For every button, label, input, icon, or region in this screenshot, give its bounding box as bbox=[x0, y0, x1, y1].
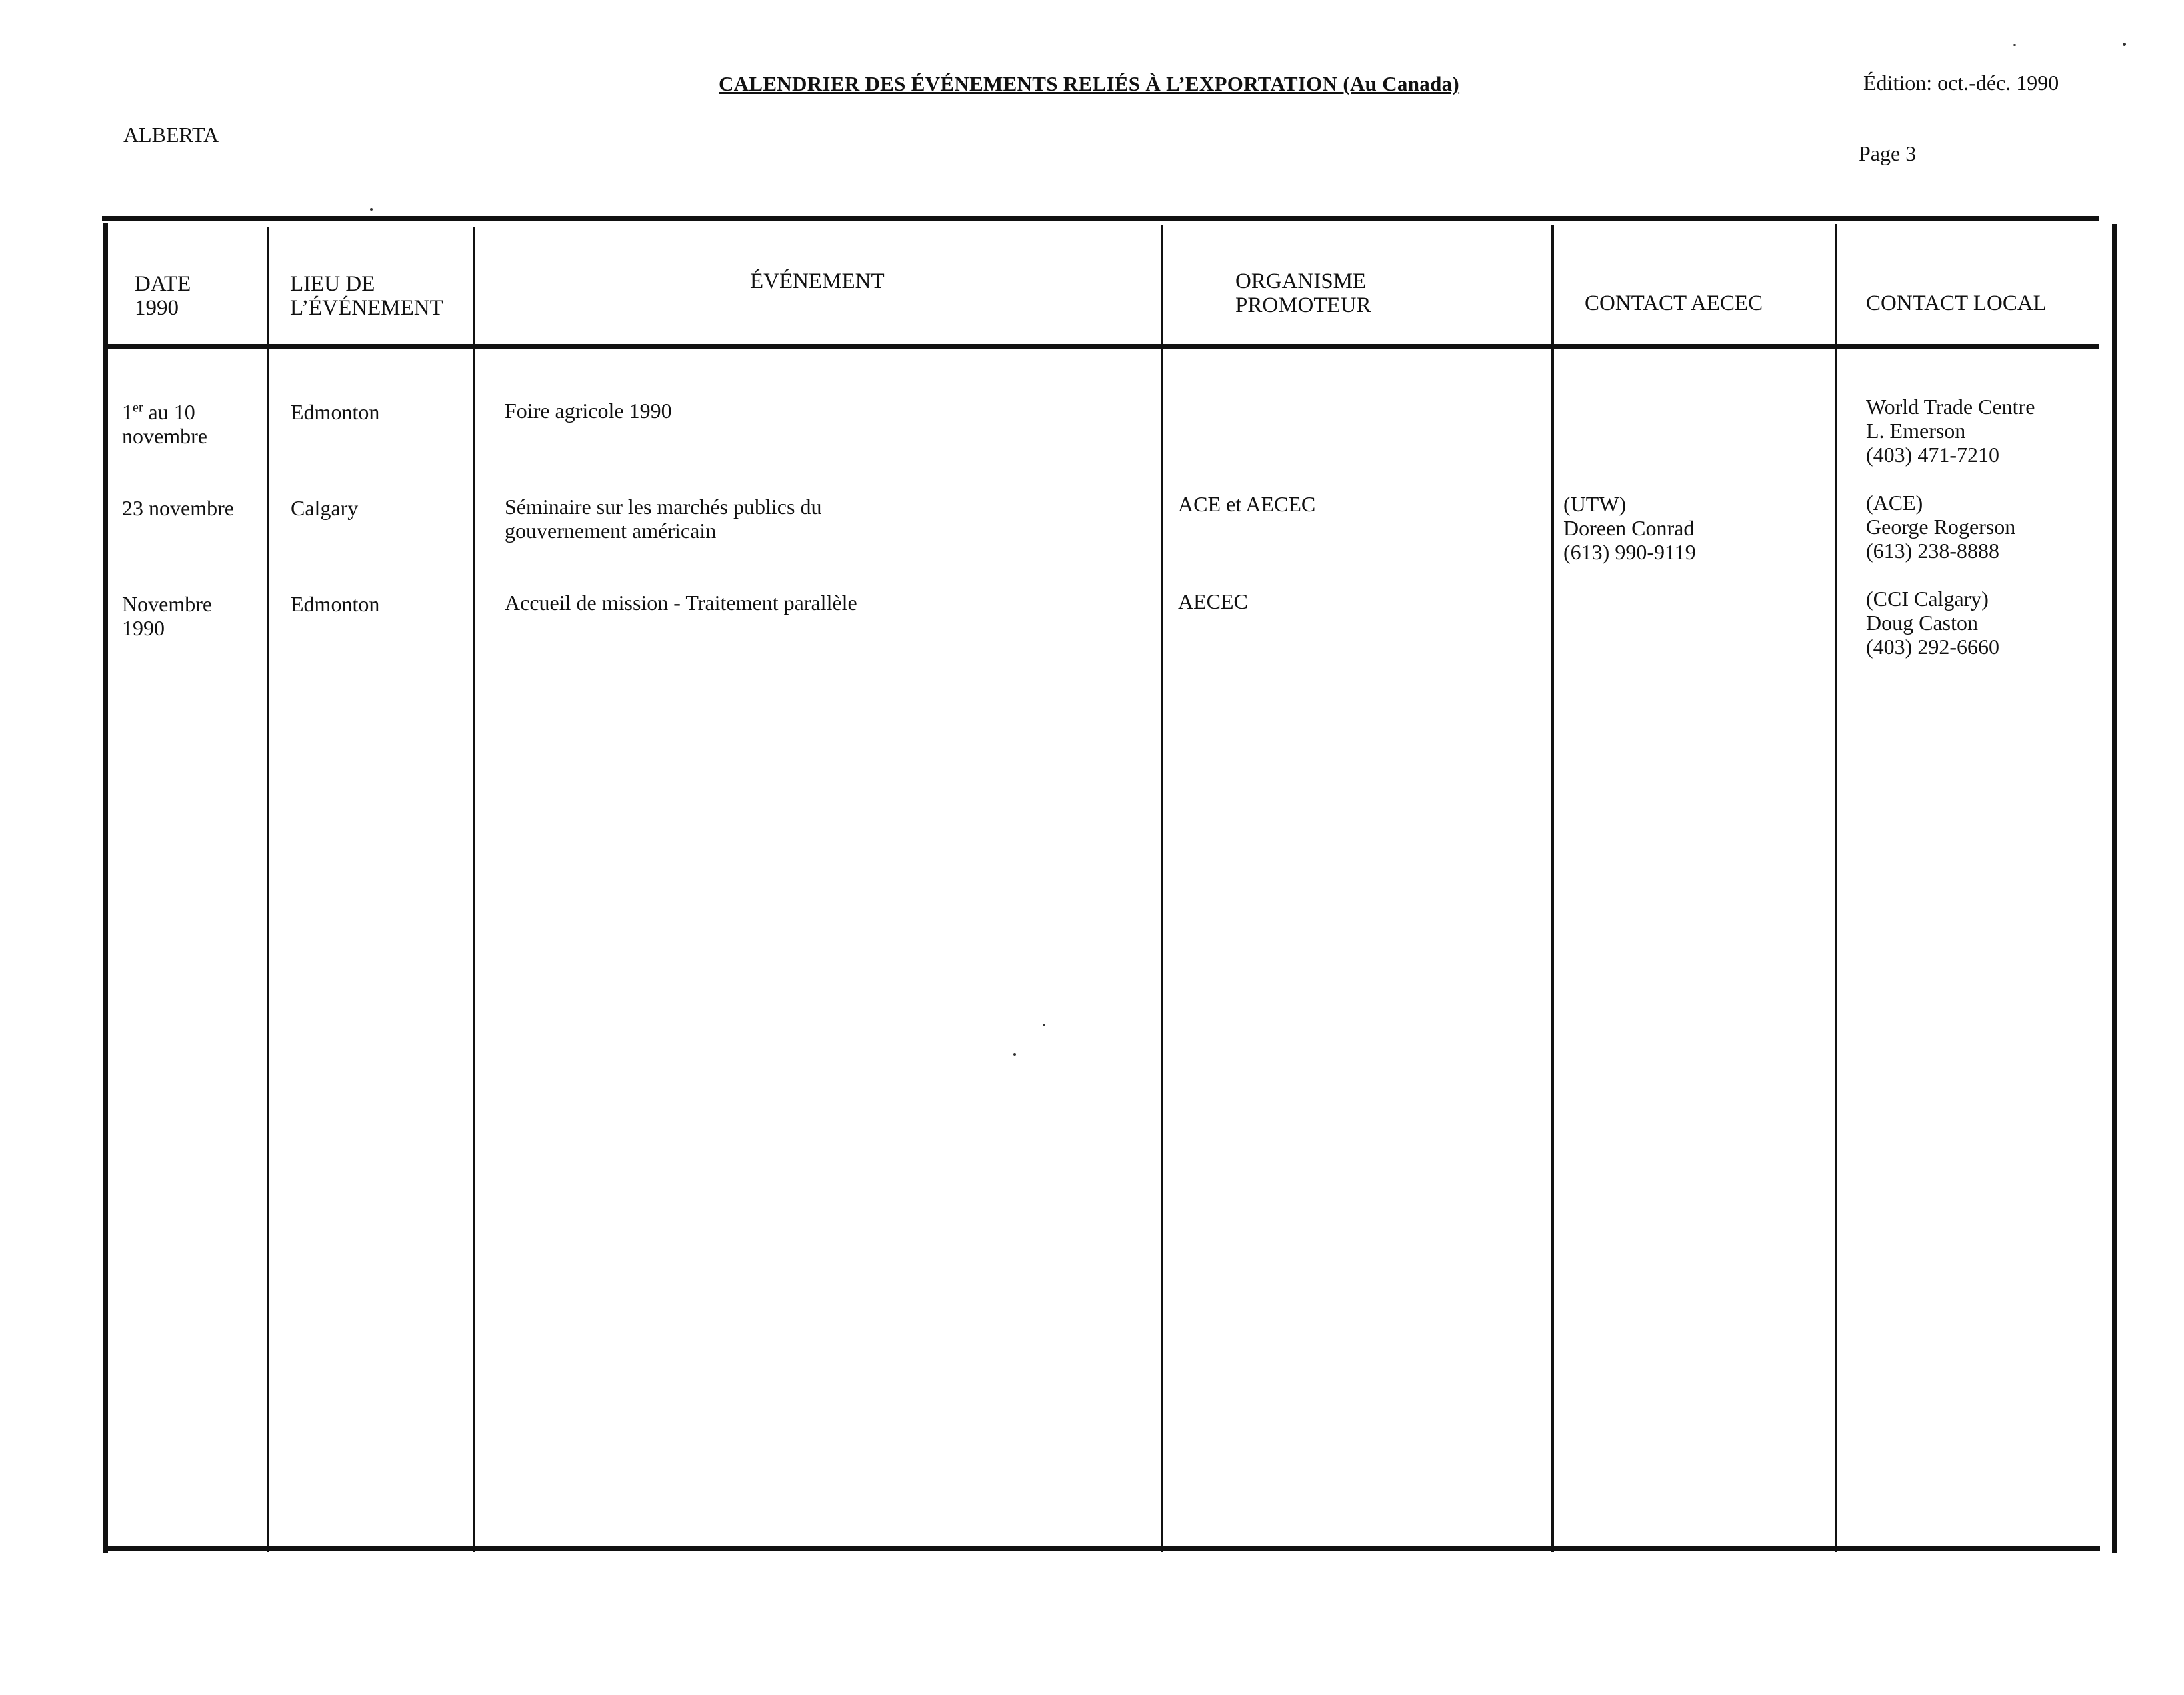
region-label: ALBERTA bbox=[123, 123, 219, 147]
date-ordinal-suffix: er bbox=[133, 400, 143, 415]
cell-organisme: ACE et AECEC bbox=[1178, 492, 1316, 516]
table-top-rule bbox=[102, 216, 2099, 221]
cell-lieu: Edmonton bbox=[291, 400, 380, 424]
cell-contact-aecec: (UTW) Doreen Conrad (613) 990-9119 bbox=[1563, 492, 1696, 564]
column-divider-1 bbox=[267, 227, 269, 1552]
table-bottom-rule bbox=[104, 1546, 2100, 1551]
cell-lieu: Edmonton bbox=[291, 592, 380, 616]
page-number: Page 3 bbox=[1859, 141, 1917, 165]
edition-label: Édition: oct.-déc. 1990 bbox=[1863, 71, 2059, 95]
scan-speck bbox=[370, 208, 373, 211]
column-divider-4 bbox=[1551, 225, 1554, 1552]
cell-evenement: Accueil de mission - Traitement parallèle bbox=[505, 591, 857, 615]
column-header-organisme: ORGANISME PROMOTEUR bbox=[1235, 269, 1371, 317]
scan-speck bbox=[2123, 43, 2126, 46]
column-header-contact-aecec: CONTACT AECEC bbox=[1585, 291, 1763, 315]
table-left-border bbox=[103, 223, 108, 1553]
cell-evenement: Séminaire sur les marchés publics du gouvernement américain bbox=[505, 495, 822, 543]
cell-contact-local: (ACE) George Rogerson (613) 238-8888 bbox=[1866, 491, 2016, 563]
column-divider-2 bbox=[473, 227, 475, 1552]
cell-contact-local: World Trade Centre L. Emerson (403) 471-7210 bbox=[1866, 395, 2035, 467]
date-rest: au 10 novembre bbox=[122, 400, 207, 448]
cell-organisme: AECEC bbox=[1178, 589, 1248, 613]
column-header-evenement: ÉVÉNEMENT bbox=[750, 269, 885, 293]
cell-date: Novembre 1990 bbox=[122, 592, 213, 640]
scan-speck bbox=[1043, 1024, 1045, 1026]
cell-evenement: Foire agricole 1990 bbox=[505, 399, 672, 423]
scan-speck bbox=[2013, 44, 2016, 46]
cell-contact-local: (CCI Calgary) Doug Caston (403) 292-6660 bbox=[1866, 587, 1999, 659]
cell-lieu: Calgary bbox=[291, 496, 359, 520]
date-day: 1 bbox=[122, 400, 133, 424]
cell-date: 23 novembre bbox=[122, 496, 234, 520]
table-header-rule bbox=[105, 344, 2099, 349]
column-divider-5 bbox=[1835, 224, 1837, 1552]
scan-speck bbox=[1013, 1053, 1016, 1056]
document-title: CALENDRIER DES ÉVÉNEMENTS RELIÉS À L’EXPORTATION (Au Canada) bbox=[719, 72, 1460, 95]
column-header-contact-local: CONTACT LOCAL bbox=[1866, 291, 2047, 315]
table-right-border bbox=[2112, 224, 2117, 1553]
column-header-date: DATE 1990 bbox=[135, 272, 191, 320]
column-divider-3 bbox=[1161, 225, 1163, 1552]
cell-date bbox=[122, 400, 207, 448]
column-header-lieu: LIEU DE L’ÉVÉNEMENT bbox=[290, 272, 443, 320]
